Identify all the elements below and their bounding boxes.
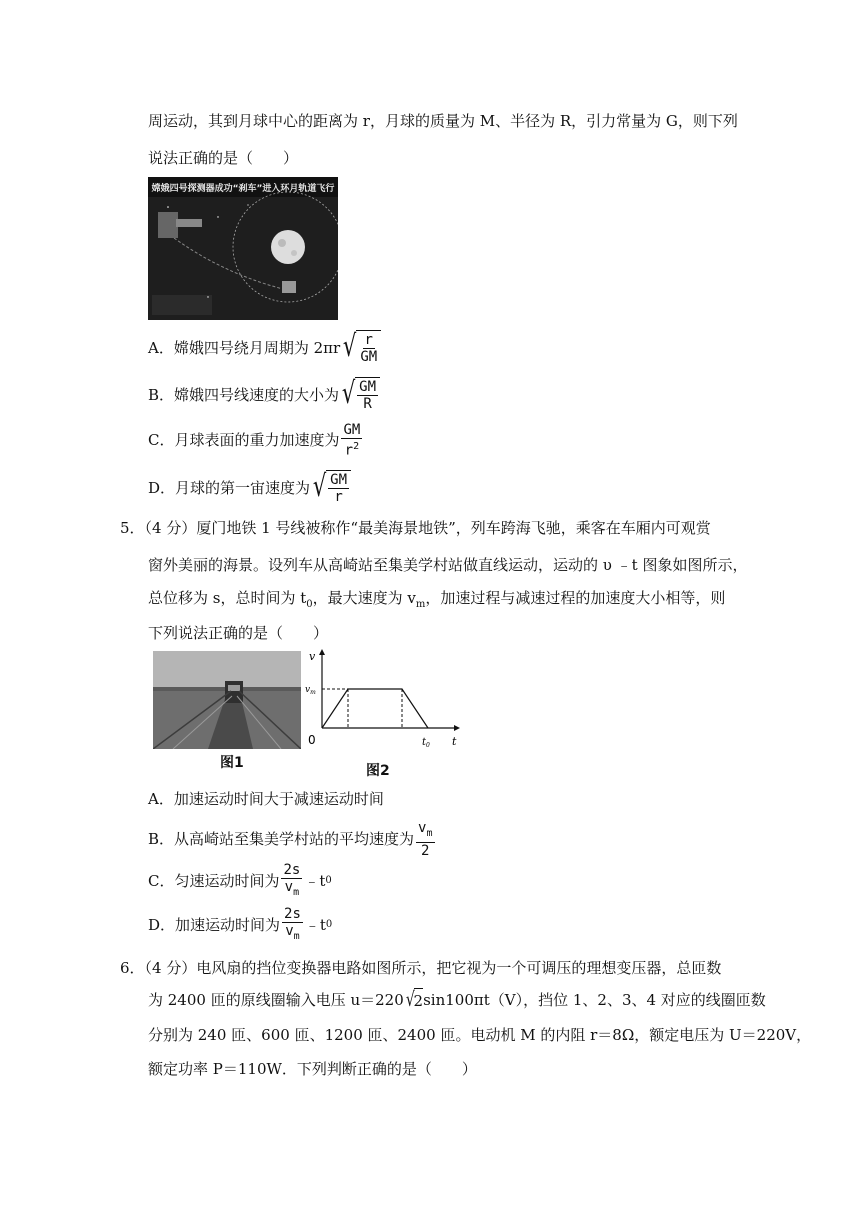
q4-option-c-text: C．月球表面的重力加速度为 (148, 431, 340, 450)
q4-option-b[interactable] (148, 377, 380, 412)
q4-text-line2: 说法正确的是（ ） (148, 149, 299, 167)
chang-e-4-image (148, 177, 338, 320)
q5-option-a[interactable]: A．加速运动时间大于减速运动时间 (148, 790, 384, 808)
q4-option-a-sqrt: √ $\frac{r}{GM}$ (340, 330, 381, 365)
q5-option-b-num-sub: m (426, 827, 433, 839)
figure-banner-text: 嫦娥四号探测器成功“刹车”进入环月轨道飞行 (151, 184, 335, 194)
q5-option-d-text: D．加速运动时间为 (148, 916, 281, 935)
vt-curve (322, 689, 428, 728)
q5-option-b-text: B．从高崎站至集美学村站的平均速度为 (148, 830, 415, 849)
q5-line3-a: 总位移为 s，总时间为 t (148, 589, 307, 607)
q5-option-d-suffix-sub: 0 (325, 919, 333, 931)
q4-option-a-num: r (364, 332, 373, 348)
q5-option-c-suffix-sub: 0 (325, 875, 332, 887)
q4-option-c-den: r (344, 442, 354, 459)
q5-option-d-suffix: ﹣t (304, 916, 326, 935)
q4-option-a[interactable] (148, 330, 381, 365)
q5-option-c-den: v (284, 879, 294, 895)
q5-option-d-frac (282, 906, 303, 945)
q4-option-c-exp: 2 (353, 441, 360, 452)
q5-option-c-den-sub: m (293, 886, 300, 898)
q5-option-b[interactable] (148, 820, 437, 859)
chang-e-4-photo (148, 177, 338, 320)
q5-option-d[interactable] (148, 906, 332, 945)
q5-option-c-text: C．匀速运动时间为 (148, 872, 280, 891)
q6-text-line2 (148, 988, 766, 1012)
q5-text-line4: 下列说法正确的是（ ） (148, 624, 329, 642)
q6-sqrt-2-value: 2 (414, 988, 424, 1012)
q4-option-b-text: B．嫦娥四号线速度的大小为 (148, 385, 340, 404)
vm-label: $v_m$ (305, 685, 316, 696)
metro-train-image (153, 651, 301, 749)
q6-line2-b: sin100πt（V），挡位 1、2、3、4 对应的线圈匝数 (423, 991, 766, 1009)
q4-option-a-text: A．嫦娥四号绕月周期为 2πr (148, 338, 341, 357)
q5-option-b-den: 2 (421, 842, 430, 859)
q4-option-b-num: GM (359, 379, 377, 395)
q5-line3-subm: m (415, 599, 426, 610)
figure-1-caption: 图1 (220, 755, 244, 771)
q5-text-line2: 窗外美丽的海景。设列车从高崎站至集美学村站做直线运动，运动的 υ ﹣t 图象如图所示， (148, 556, 748, 574)
q5-option-c-frac (281, 862, 302, 901)
q5-option-c[interactable] (148, 862, 332, 901)
q4-option-d[interactable] (148, 470, 351, 505)
q5-option-d-num: 2s (284, 906, 301, 922)
q4-option-b-den: R (363, 396, 372, 412)
vt-graph (304, 648, 464, 758)
q5-text-line1: 5．（4 分）厦门地铁 1 号线被称作“最美海景地铁”，列车跨海飞驰，乘客在车厢内可观赏 (120, 519, 711, 537)
t0-label: $t_0$ (422, 737, 430, 749)
q5-text-line3 (148, 587, 725, 616)
q6-sqrt-2: √ 2 (405, 987, 424, 1011)
q4-option-c-num: GM (343, 422, 361, 438)
q6-text-line4: 额定功率 P＝110W．下列判断正确的是（ ） (148, 1060, 477, 1078)
q5-line3-sub0: 0 (306, 599, 313, 610)
q4-option-d-sqrt: √ $\frac{GM}{r}$ (310, 470, 351, 505)
q5-line3-b: ，最大速度为 v (312, 589, 416, 607)
q5-option-b-num: v (418, 820, 427, 836)
metro-train-photo (153, 651, 301, 749)
figure-2-caption: 图2 (366, 763, 390, 779)
q4-option-d-text: D．月球的第一宙速度为 (148, 478, 311, 497)
q4-text-line1: 周运动，其到月球中心的距离为 r，月球的质量为 M、半径为 R，引力常量为 G，则下列 (148, 112, 738, 130)
t-axis-label: t (452, 735, 457, 748)
q5-option-d-den-sub: m (293, 930, 300, 942)
q4-option-d-den: r (334, 489, 343, 505)
q6-line2-a: 为 2400 匝的原线圈输入电压 u＝220 (148, 991, 404, 1009)
q4-option-b-sqrt: √ $\frac{GM}{R}$ (339, 377, 380, 412)
q6-text-line3: 分别为 240 匝、600 匝、1200 匝、2400 匝。电动机 M 的内阻 r＝8Ω，额定电压为 U＝220V， (148, 1026, 812, 1044)
q4-option-c[interactable] (148, 422, 364, 459)
q5-option-b-frac (416, 820, 434, 859)
q4-option-a-den: GM (360, 349, 378, 365)
vt-graph-svg (304, 648, 464, 758)
v-axis-label: v (309, 650, 316, 663)
q5-line3-c: ，加速过程与减速过程的加速度大小相等，则 (425, 589, 726, 607)
q5-option-c-suffix: ﹣t (304, 872, 326, 891)
q4-option-c-frac (341, 422, 362, 459)
origin-label: 0 (308, 733, 316, 747)
q6-text-line1: 6．（4 分）电风扇的挡位变换器电路如图所示，把它视为一个可调压的理想变压器，总匝数 (120, 959, 722, 977)
q5-option-c-num: 2s (283, 862, 301, 878)
q4-option-d-num: GM (330, 472, 348, 488)
q5-option-d-den: v (285, 923, 294, 939)
